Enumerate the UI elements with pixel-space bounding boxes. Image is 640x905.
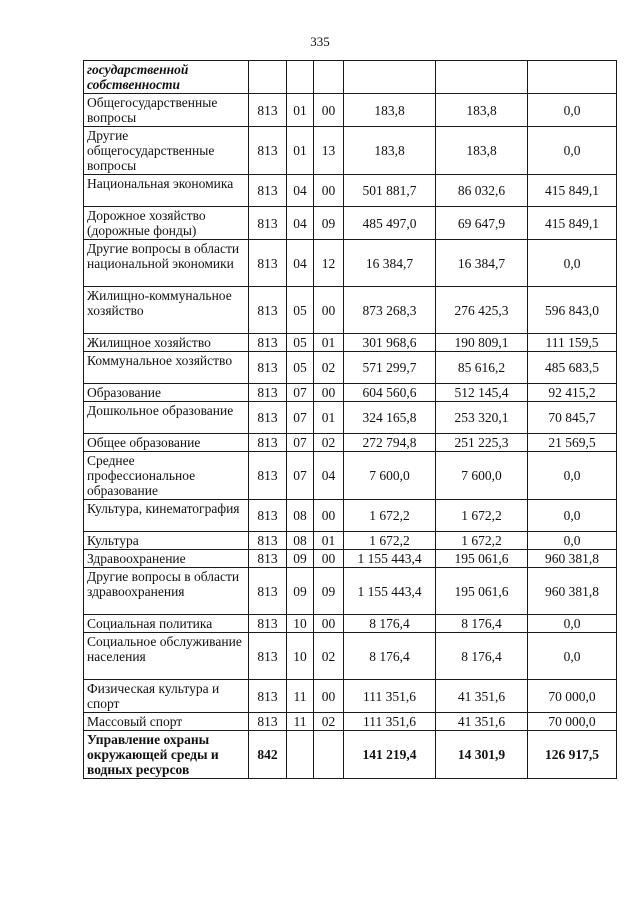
row-subsection-code: 00: [314, 680, 344, 713]
table-row: [84, 680, 617, 713]
table-row: [84, 287, 617, 334]
row-amount-3: 0,0: [528, 452, 617, 500]
row-admin-code: 813: [249, 633, 287, 680]
row-section-code: 05: [287, 334, 314, 352]
row-admin-code: 813: [249, 94, 287, 127]
row-subsection-code: 00: [314, 94, 344, 127]
table-row: [84, 615, 617, 633]
row-subsection-code: 13: [314, 127, 344, 175]
row-admin-code: [249, 61, 287, 94]
row-amount-2: 16 384,7: [436, 240, 528, 287]
row-amount-3: 111 159,5: [528, 334, 617, 352]
row-total-amount: 501 881,7: [344, 175, 436, 207]
row-name: Социальная политика: [84, 615, 249, 633]
row-total-amount: 324 165,8: [344, 402, 436, 434]
row-amount-2: 86 032,6: [436, 175, 528, 207]
row-subsection-code: 02: [314, 713, 344, 731]
row-total-amount: 301 968,6: [344, 334, 436, 352]
row-section-code: 07: [287, 452, 314, 500]
row-section-code: 11: [287, 713, 314, 731]
row-name: Культура: [84, 532, 249, 550]
row-section-code: 05: [287, 352, 314, 384]
row-section-code: 08: [287, 532, 314, 550]
row-name: Здравоохранение: [84, 550, 249, 568]
row-subsection-code: 00: [314, 287, 344, 334]
row-amount-2: 69 647,9: [436, 207, 528, 240]
row-admin-code: 813: [249, 175, 287, 207]
row-subsection-code: 12: [314, 240, 344, 287]
row-section-code: 04: [287, 175, 314, 207]
row-name: Массовый спорт: [84, 713, 249, 731]
row-subsection-code: 02: [314, 434, 344, 452]
row-name: Общегосударственные вопросы: [84, 94, 249, 127]
row-total-amount: 873 268,3: [344, 287, 436, 334]
row-total-amount: 7 600,0: [344, 452, 436, 500]
row-amount-2: 14 301,9: [436, 731, 528, 779]
row-total-amount: 604 560,6: [344, 384, 436, 402]
table-row: [84, 402, 617, 434]
row-amount-2: 1 672,2: [436, 500, 528, 532]
row-amount-2: 195 061,6: [436, 568, 528, 615]
row-amount-2: 183,8: [436, 94, 528, 127]
table-row: [84, 434, 617, 452]
row-total-amount: 1 155 443,4: [344, 568, 436, 615]
row-total-amount: 571 299,7: [344, 352, 436, 384]
row-admin-code: 842: [249, 731, 287, 779]
row-section-code: 07: [287, 402, 314, 434]
row-subsection-code: 00: [314, 175, 344, 207]
row-name: Другие вопросы в области здравоохранения: [84, 568, 249, 615]
row-name: Другие общегосударственные вопросы: [84, 127, 249, 175]
row-amount-2: 190 809,1: [436, 334, 528, 352]
row-amount-3: [528, 61, 617, 94]
row-subsection-code: 01: [314, 334, 344, 352]
row-amount-3: 960 381,8: [528, 568, 617, 615]
row-total-amount: 1 672,2: [344, 532, 436, 550]
row-subsection-code: 09: [314, 207, 344, 240]
row-admin-code: 813: [249, 352, 287, 384]
row-subsection-code: 00: [314, 615, 344, 633]
row-section-code: 09: [287, 568, 314, 615]
row-amount-3: 70 000,0: [528, 680, 617, 713]
row-subsection-code: 01: [314, 402, 344, 434]
row-admin-code: 813: [249, 680, 287, 713]
row-total-amount: 8 176,4: [344, 615, 436, 633]
table-row: [84, 94, 617, 127]
row-total-amount: 16 384,7: [344, 240, 436, 287]
row-name: Физическая культура и спорт: [84, 680, 249, 713]
row-name: Общее образование: [84, 434, 249, 452]
row-total-amount: 111 351,6: [344, 713, 436, 731]
row-amount-3: 0,0: [528, 500, 617, 532]
table-row: [84, 633, 617, 680]
row-admin-code: 813: [249, 334, 287, 352]
row-subsection-code: 00: [314, 384, 344, 402]
page-number: 335: [310, 34, 330, 49]
row-amount-3: 415 849,1: [528, 175, 617, 207]
table-row-section-continuation: [84, 61, 617, 94]
row-name: государственной собственности: [84, 61, 249, 94]
row-amount-2: 276 425,3: [436, 287, 528, 334]
row-name: Национальная экономика: [84, 175, 249, 207]
row-name: Дорожное хозяйство (дорожные фонды): [84, 207, 249, 240]
row-admin-code: 813: [249, 532, 287, 550]
row-name: Управление охраны окружающей среды и водных ресурсов: [84, 731, 249, 779]
row-amount-2: [436, 61, 528, 94]
row-section-code: 08: [287, 500, 314, 532]
row-admin-code: 813: [249, 384, 287, 402]
row-name: Социальное обслуживание населения: [84, 633, 249, 680]
table-row: [84, 175, 617, 207]
row-subsection-code: [314, 61, 344, 94]
row-amount-2: 8 176,4: [436, 633, 528, 680]
row-section-code: 10: [287, 633, 314, 680]
row-section-code: 10: [287, 615, 314, 633]
row-amount-2: 195 061,6: [436, 550, 528, 568]
row-amount-3: 0,0: [528, 633, 617, 680]
row-name: Среднее профессиональное образование: [84, 452, 249, 500]
row-admin-code: 813: [249, 452, 287, 500]
row-amount-2: 1 672,2: [436, 532, 528, 550]
row-section-code: 04: [287, 240, 314, 287]
row-section-code: [287, 731, 314, 779]
row-admin-code: 813: [249, 434, 287, 452]
row-name: Коммунальное хозяйство: [84, 352, 249, 384]
row-name: Дошкольное образование: [84, 402, 249, 434]
table-row: [84, 207, 617, 240]
row-amount-2: 7 600,0: [436, 452, 528, 500]
table-body: [84, 61, 617, 779]
row-name: Жилищно-коммунальное хозяйство: [84, 287, 249, 334]
table-row: [84, 452, 617, 500]
row-amount-3: 0,0: [528, 94, 617, 127]
table-row: [84, 532, 617, 550]
row-section-code: 04: [287, 207, 314, 240]
table-row-organization: [84, 731, 617, 779]
row-total-amount: 272 794,8: [344, 434, 436, 452]
row-admin-code: 813: [249, 127, 287, 175]
row-name: Жилищное хозяйство: [84, 334, 249, 352]
row-admin-code: 813: [249, 207, 287, 240]
row-total-amount: 8 176,4: [344, 633, 436, 680]
budget-table: [83, 60, 617, 779]
row-amount-3: 92 415,2: [528, 384, 617, 402]
table-row: [84, 384, 617, 402]
row-section-code: [287, 61, 314, 94]
row-amount-3: 21 569,5: [528, 434, 617, 452]
row-subsection-code: 00: [314, 550, 344, 568]
row-admin-code: 813: [249, 402, 287, 434]
row-total-amount: 183,8: [344, 94, 436, 127]
row-amount-3: 0,0: [528, 240, 617, 287]
row-amount-2: 41 351,6: [436, 680, 528, 713]
row-amount-3: 960 381,8: [528, 550, 617, 568]
row-amount-3: 0,0: [528, 532, 617, 550]
row-subsection-code: 02: [314, 352, 344, 384]
row-amount-3: 70 845,7: [528, 402, 617, 434]
row-total-amount: 141 219,4: [344, 731, 436, 779]
row-subsection-code: 02: [314, 633, 344, 680]
row-subsection-code: 01: [314, 532, 344, 550]
table-row: [84, 127, 617, 175]
row-subsection-code: 04: [314, 452, 344, 500]
row-amount-2: 85 616,2: [436, 352, 528, 384]
table-row: [84, 240, 617, 287]
row-section-code: 05: [287, 287, 314, 334]
table-row: [84, 334, 617, 352]
row-name: Культура, кинематография: [84, 500, 249, 532]
row-section-code: 07: [287, 434, 314, 452]
row-section-code: 01: [287, 127, 314, 175]
row-amount-2: 512 145,4: [436, 384, 528, 402]
table-row: [84, 568, 617, 615]
row-subsection-code: 00: [314, 500, 344, 532]
row-admin-code: 813: [249, 550, 287, 568]
row-total-amount: 111 351,6: [344, 680, 436, 713]
row-admin-code: 813: [249, 713, 287, 731]
row-section-code: 07: [287, 384, 314, 402]
row-amount-2: 253 320,1: [436, 402, 528, 434]
row-amount-3: 415 849,1: [528, 207, 617, 240]
row-admin-code: 813: [249, 500, 287, 532]
table-row: [84, 550, 617, 568]
row-total-amount: [344, 61, 436, 94]
row-total-amount: 1 672,2: [344, 500, 436, 532]
row-amount-3: 485 683,5: [528, 352, 617, 384]
row-total-amount: 183,8: [344, 127, 436, 175]
table-row: [84, 500, 617, 532]
row-amount-3: 126 917,5: [528, 731, 617, 779]
row-total-amount: 485 497,0: [344, 207, 436, 240]
row-section-code: 11: [287, 680, 314, 713]
row-amount-3: 70 000,0: [528, 713, 617, 731]
row-total-amount: 1 155 443,4: [344, 550, 436, 568]
row-subsection-code: 09: [314, 568, 344, 615]
row-amount-3: 596 843,0: [528, 287, 617, 334]
row-subsection-code: [314, 731, 344, 779]
row-amount-3: 0,0: [528, 615, 617, 633]
row-section-code: 09: [287, 550, 314, 568]
table-row: [84, 352, 617, 384]
row-admin-code: 813: [249, 240, 287, 287]
row-name: Другие вопросы в области национальной экономики: [84, 240, 249, 287]
row-amount-2: 251 225,3: [436, 434, 528, 452]
row-name: Образование: [84, 384, 249, 402]
row-section-code: 01: [287, 94, 314, 127]
row-amount-2: 8 176,4: [436, 615, 528, 633]
row-amount-2: 183,8: [436, 127, 528, 175]
row-admin-code: 813: [249, 287, 287, 334]
row-amount-2: 41 351,6: [436, 713, 528, 731]
row-amount-3: 0,0: [528, 127, 617, 175]
table-row: [84, 713, 617, 731]
row-admin-code: 813: [249, 615, 287, 633]
row-admin-code: 813: [249, 568, 287, 615]
